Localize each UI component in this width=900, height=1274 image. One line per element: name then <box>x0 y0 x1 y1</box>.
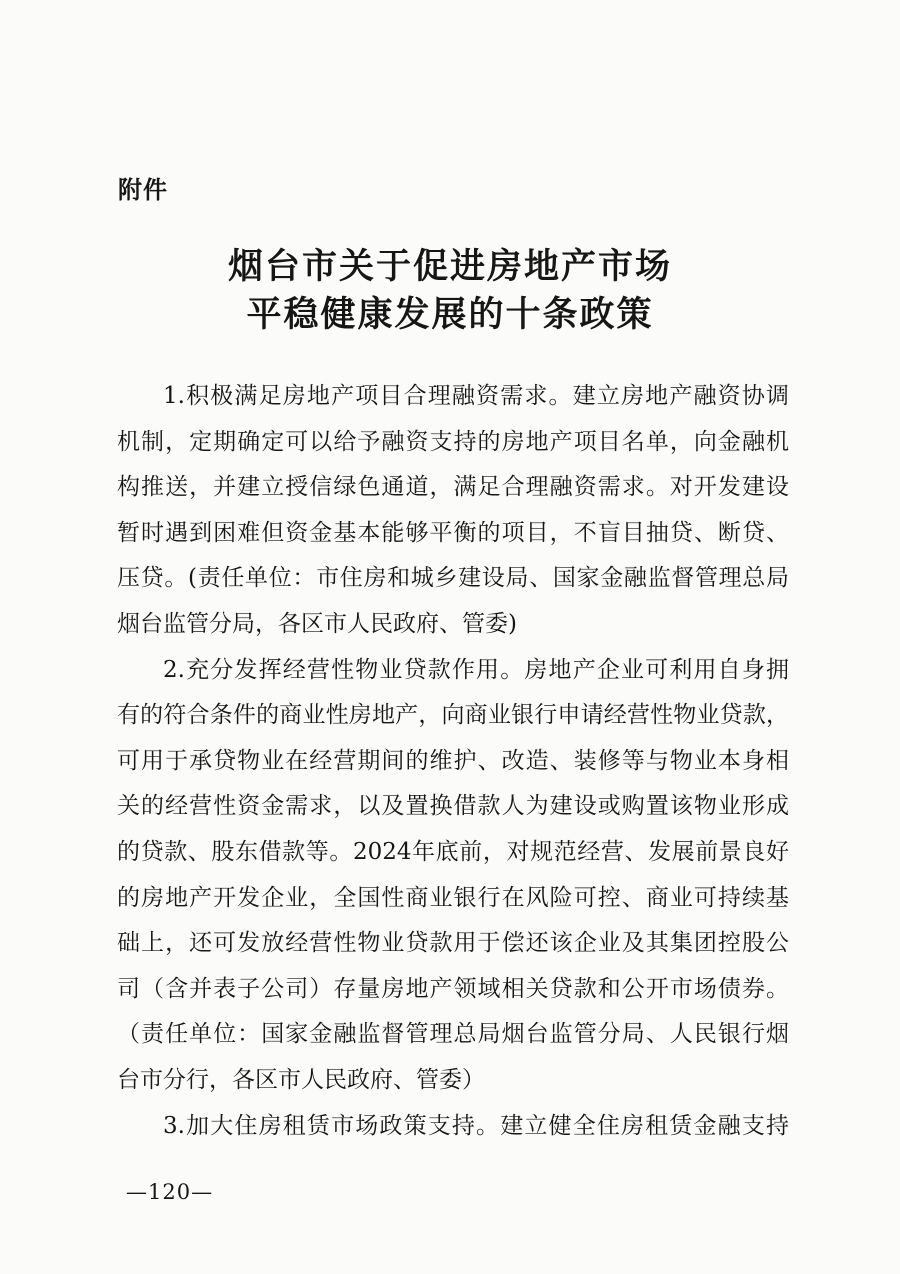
paragraph-line: 础上，还可发放经营性物业贷款用于偿还该企业及其集团控股公 <box>117 930 789 957</box>
paragraph-line: 司（含并表子公司）存量房地产领域相关贷款和公开市场债券。 <box>117 975 789 1002</box>
paragraph-line: 构推送，并建立授信绿色通道，满足合理融资需求。对开发建设 <box>117 474 789 501</box>
paragraph-line: 关的经营性资金需求，以及置换借款人为建设或购置该物业形成 <box>117 793 789 820</box>
paragraph-line: （责任单位：国家金融监督管理总局烟台监管分局、人民银行烟 <box>117 1021 789 1048</box>
paragraph-2 <box>117 648 789 1104</box>
paragraph-1 <box>117 374 789 648</box>
paragraph-line: 2.充分发挥经营性物业贷款作用。房地产企业可利用自身拥 <box>163 656 789 683</box>
paragraph-line: 台市分行，各区市人民政府、管委） <box>117 1066 485 1093</box>
paragraph-line: 3.加大住房租赁市场政策支持。建立健全住房租赁金融支持 <box>163 1112 789 1139</box>
paragraph-line: 的贷款、股东借款等。2024年底前，对规范经营、发展前景良好 <box>117 838 789 865</box>
attachment-label: 附件 <box>118 176 168 204</box>
paragraph-line: 的房地产开发企业，全国性商业银行在风险可控、商业可持续基 <box>117 884 789 911</box>
paragraph-line: 1.积极满足房地产项目合理融资需求。建立房地产融资协调 <box>163 383 789 409</box>
document-body <box>117 374 789 1149</box>
document-title <box>0 243 900 339</box>
page-number: —120— <box>126 1180 214 1204</box>
paragraph-line: 可用于承贷物业在经营期间的维护、改造、装修等与物业本身相 <box>117 747 789 774</box>
paragraph-line: 暂时遇到困难但资金基本能够平衡的项目，不盲目抽贷、断贷、 <box>117 519 789 546</box>
paragraph-line: 烟台监管分局，各区市人民政府、管委) <box>117 610 517 637</box>
paragraph-line: 压贷。(责任单位：市住房和城乡建设局、国家金融监督管理总局 <box>117 565 789 592</box>
title-line-2: 平稳健康发展的十条政策 <box>246 295 654 335</box>
title-line-1: 烟台市关于促进房地产市场 <box>227 247 672 287</box>
paragraph-line: 机制，定期确定可以给予融资支持的房地产项目名单，向金融机 <box>117 428 789 455</box>
paragraph-3 <box>117 1104 789 1150</box>
paragraph-line: 有的符合条件的商业性房地产，向商业银行申请经营性物业贷款， <box>117 702 789 729</box>
